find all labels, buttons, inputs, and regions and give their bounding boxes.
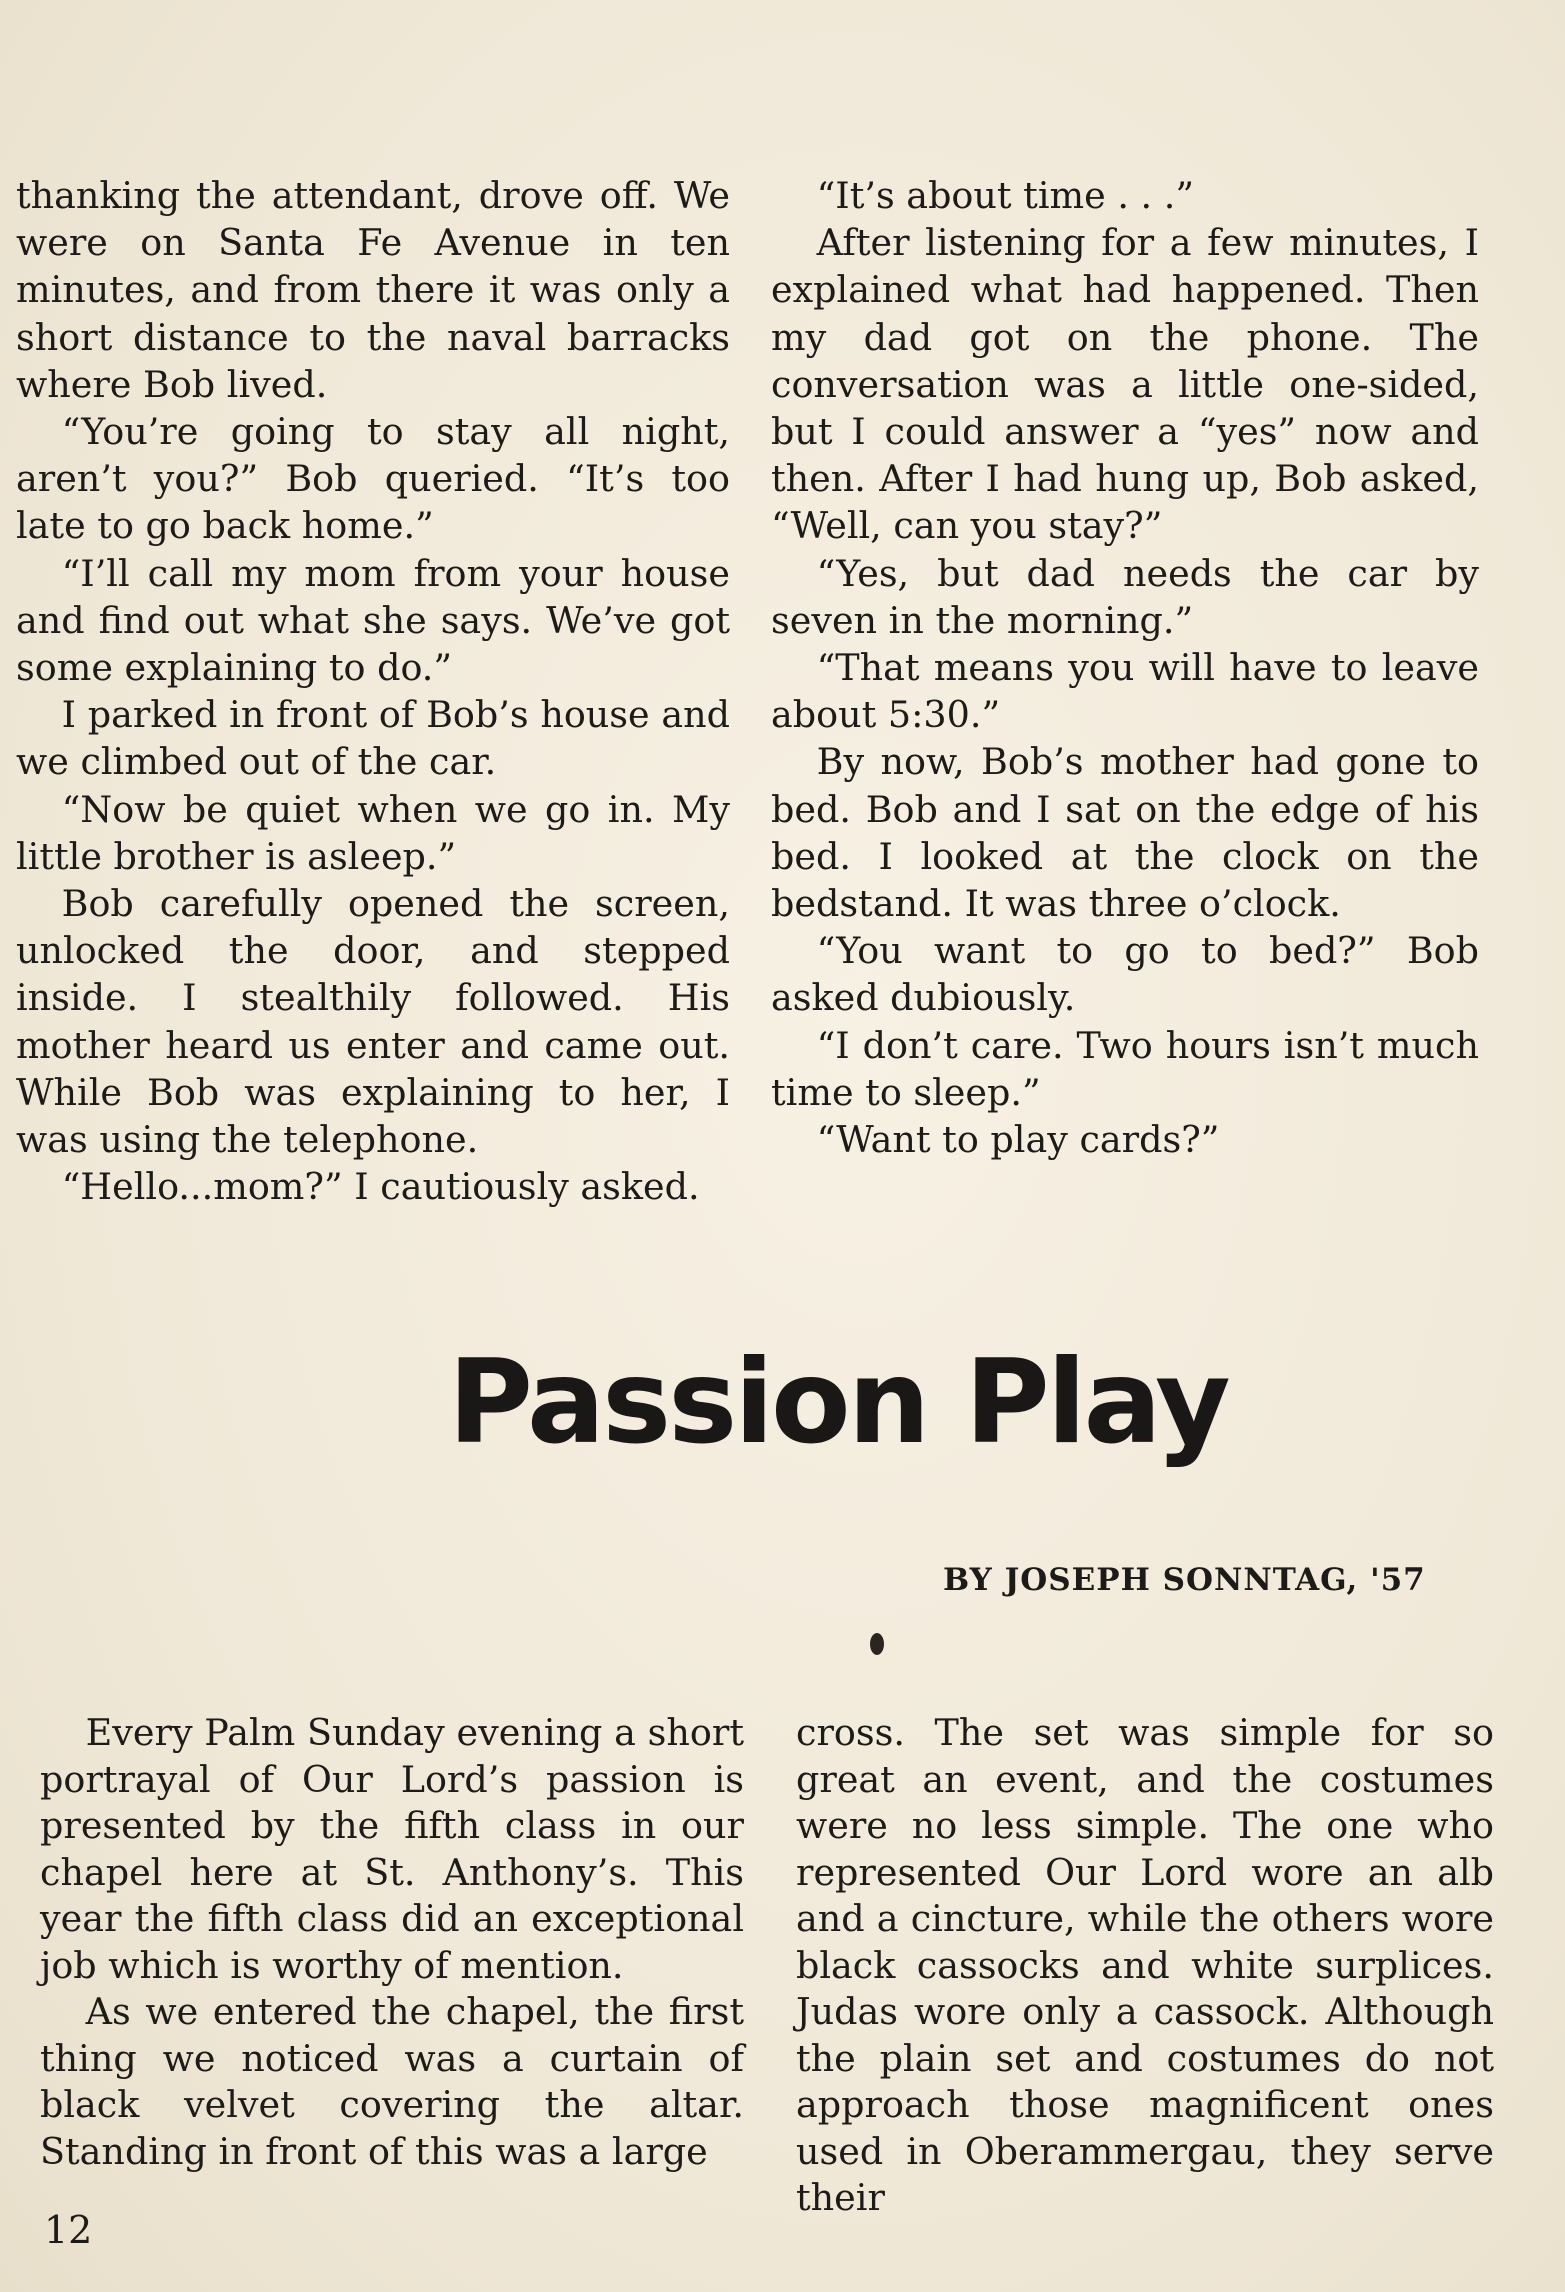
paragraph: “I don’t care. Two hours isn’t much time to sleep.” xyxy=(771,1023,1479,1114)
paragraph: As we entered the chapel, the first thing we noticed was a curtain of black velvet covering the altar. Standing in front of this was a large xyxy=(40,1990,744,2173)
paragraph: Bob carefully opened the screen, unlocked the door, and stepped inside. I stealthily followed. His mother heard us enter and came out. While Bob was explaining to her, I was using the telephone. xyxy=(16,882,730,1162)
paragraph: Every Palm Sunday evening a short portrayal of Our Lord’s passion is presented by the fifth class in our chapel here at St. Anthony’s. This year the fifth class did an exceptional job which is worthy of mention. xyxy=(40,1711,744,1987)
paragraph: “I’ll call my mom from your house and find out what she says. We’ve got some explaining to do.” xyxy=(16,551,730,690)
paragraph: “Now be quiet when we go in. My little brother is asleep.” xyxy=(16,787,730,878)
paragraph: “That means you will have to leave about 5:30.” xyxy=(771,646,1479,737)
article-title: Passion Play xyxy=(448,1335,1228,1470)
page-number: 12 xyxy=(44,2208,93,2252)
ornament-dot-icon xyxy=(870,1633,884,1655)
left-column-bottom xyxy=(40,1710,744,2175)
left-column-top xyxy=(16,172,730,1210)
paragraph: “Hello...mom?” I cautiously asked. xyxy=(61,1165,700,1209)
right-column-bottom xyxy=(796,1710,1494,2222)
paragraph: “You’re going to stay all night, aren’t you?” Bob queried. “It’s too late to go back home.” xyxy=(16,410,730,548)
paragraph: cross. The set was simple for so great an event, and the costumes were no less simple. The one who represented Our Lord wore an alb and a cincture, while the others wore black cassocks and white surplices. Judas wore only a cassock. Although the plain set and costumes do not approach those magnificent ones used in Oberammergau, they serve their xyxy=(796,1711,1494,2219)
paragraph: I parked in front of Bob’s house and we climbed out of the car. xyxy=(16,693,730,784)
paragraph: “Yes, but dad needs the car by seven in the morning.” xyxy=(771,551,1479,642)
paragraph: thanking the attendant, drove off. We were on Santa Fe Avenue in ten minutes, and from there it was only a short distance to the naval barracks where Bob lived. xyxy=(16,174,730,406)
article-byline: BY JOSEPH SONNTAG, '57 xyxy=(943,1562,1426,1598)
paragraph: “It’s about time . . .” xyxy=(816,174,1195,217)
right-column-top xyxy=(771,172,1479,1163)
paragraph: “Want to play cards?” xyxy=(816,1118,1220,1162)
paragraph: “You want to go to bed?” Bob asked dubiously. xyxy=(771,929,1479,1020)
paragraph: After listening for a few minutes, I explained what had happened. Then my dad got on the phone. The conversation was a little one-sided, but I could answer a “yes” now and then. After I had hung up, Bob asked, “Well, can you stay?” xyxy=(771,221,1479,548)
paragraph: By now, Bob’s mother had gone to bed. Bob and I sat on the edge of his bed. I looked at the clock on the bedstand. It was three o’clock. xyxy=(771,740,1479,926)
